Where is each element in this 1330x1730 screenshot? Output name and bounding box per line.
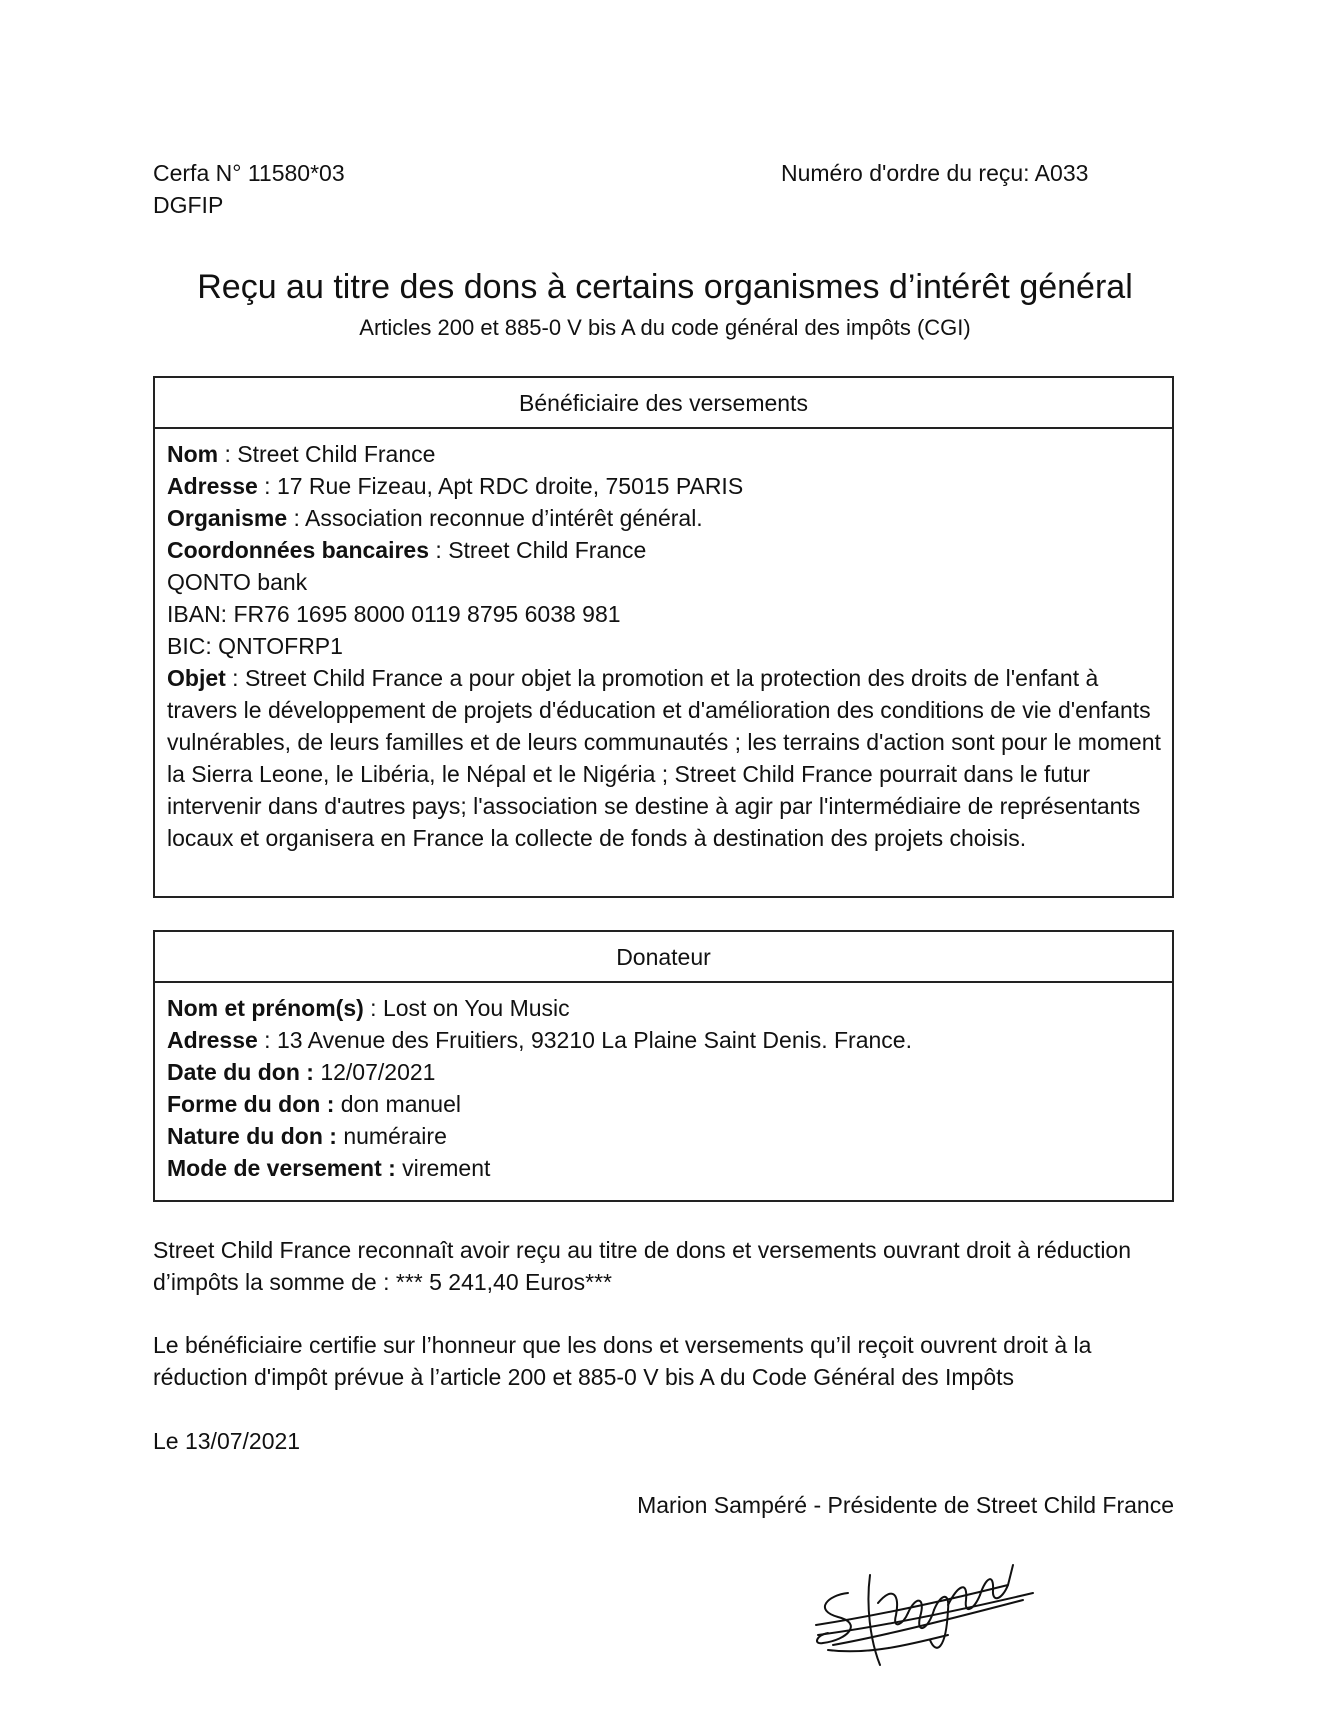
donor-name [167, 992, 1162, 1024]
beneficiary-object [167, 662, 1162, 854]
beneficiary-name-value: : Street Child France [218, 441, 436, 467]
donor-name-value: : Lost on You Music [363, 995, 570, 1021]
donation-nature [167, 1120, 1162, 1152]
beneficiary-section [153, 376, 1174, 898]
beneficiary-address-value: : 17 Rue Fizeau, Apt RDC droite, 75015 PARIS [257, 473, 744, 499]
beneficiary-details [155, 429, 1172, 864]
donor-address-value: : 13 Avenue des Fruitiers, 93210 La Plaine Saint Denis. France. [257, 1027, 912, 1053]
cerfa-number: Cerfa N° 11580*03 [153, 160, 345, 186]
bic: BIC: QNTOFRP1 [167, 633, 343, 659]
donation-nature-value: numéraire [336, 1123, 447, 1149]
beneficiary-object-label: Objet [167, 665, 226, 691]
donor-details [155, 983, 1172, 1194]
payment-mode-value: virement [395, 1155, 491, 1181]
payment-mode [167, 1152, 1162, 1184]
iban: IBAN: FR76 1695 8000 0119 8795 6038 981 [167, 601, 621, 627]
donor-heading: Donateur [155, 932, 1172, 983]
beneficiary-organism-value: : Association reconnue d’intérêt général. [287, 505, 703, 531]
acknowledgement-text: Street Child France reconnaît avoir reçu au titre de dons et versements ouvrant droit à réduction d’impôts la somme de : *** 5 241,40 Euros*** [153, 1237, 1132, 1295]
signatory-line: Marion Sampéré - Présidente de Street Child France [637, 1492, 1174, 1518]
beneficiary-object-value: : Street Child France a pour objet la promotion et la protection des droits de l'enfant à travers le développement de projets d'éducation et d'amélioration des conditions de vie d'enfants vulnérables, de leurs familles et de leurs communautés ; les terrains d'action sont pour le moment la Sierra Leone, le Libéria, le Népal et le Nigéria ; Street Child France pourrait dans le futur intervenir dans d'autres pays; l'association se destine à agir par l'intermédiaire de représentants locaux et organisera en France la collecte de fonds à destination des projets choisis. [167, 665, 1161, 851]
payment-mode-label: Mode de versement : [167, 1155, 396, 1181]
donor-address [167, 1024, 1162, 1056]
page-title: Reçu au titre des dons à certains organismes d’intérêt général [197, 268, 1133, 306]
beneficiary-name-label: Nom [167, 441, 219, 467]
dgfip-label: DGFIP [153, 192, 224, 218]
donation-date-label: Date du don : [167, 1059, 314, 1085]
beneficiary-address [167, 470, 1162, 502]
beneficiary-organism [167, 502, 1162, 534]
form-reference [153, 157, 345, 221]
beneficiary-bank-label: Coordonnées bancaires [167, 537, 430, 563]
donation-nature-label: Nature du don : [167, 1123, 337, 1149]
donation-form-label: Forme du don : [167, 1091, 335, 1117]
bank-name: QONTO bank [167, 569, 308, 595]
donor-section [153, 930, 1174, 1202]
beneficiary-address-label: Adresse [167, 473, 258, 499]
beneficiary-organism-label: Organisme [167, 505, 288, 531]
beneficiary-bank [167, 534, 1162, 566]
donor-address-label: Adresse [167, 1027, 258, 1053]
donation-form [167, 1088, 1162, 1120]
beneficiary-heading: Bénéficiaire des versements [155, 378, 1172, 429]
receipt-order-number: Numéro d'ordre du reçu: A033 [781, 160, 1089, 186]
certification-text: Le bénéficiaire certifie sur l’honneur que les dons et versements qu’il reçoit ouvrent droit à la réduction d'impôt prévue à l’article 200 et 885-0 V bis A du Code Général des Impôts [153, 1332, 1092, 1390]
beneficiary-name [167, 438, 1162, 470]
beneficiary-bank-value: : Street Child France [429, 537, 647, 563]
page-subtitle: Articles 200 et 885-0 V bis A du code général des impôts (CGI) [359, 315, 971, 340]
donor-name-label: Nom et prénom(s) [167, 995, 364, 1021]
handwritten-signature [808, 1555, 1038, 1675]
donation-date-value: 12/07/2021 [313, 1059, 436, 1085]
donation-date [167, 1056, 1162, 1088]
issue-date: Le 13/07/2021 [153, 1428, 301, 1454]
donation-form-value: don manuel [334, 1091, 461, 1117]
